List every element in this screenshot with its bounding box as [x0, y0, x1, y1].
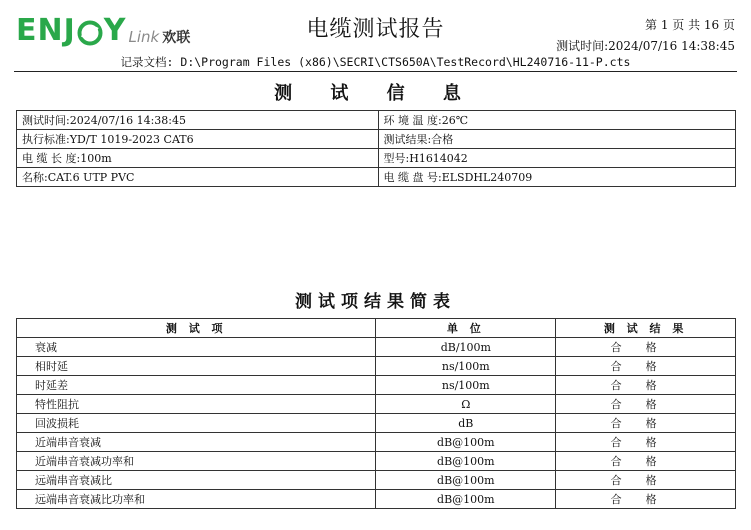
info-row	[17, 130, 736, 149]
test-item-name: 时延差	[17, 376, 376, 395]
page-counter: 第 1 页 共 16 页	[645, 18, 735, 32]
test-item-unit: ns/100m	[376, 357, 556, 376]
summary-row	[17, 471, 736, 490]
test-item-name: 近端串音衰减	[17, 433, 376, 452]
info-cell-left: 电 缆 长 度:100m	[17, 149, 379, 168]
summary-row	[17, 490, 736, 509]
header-test-item: 测 试 项	[17, 319, 376, 338]
logo-text-en-y: Y	[103, 13, 127, 48]
info-cell-right: 测试结果:合格	[378, 130, 735, 149]
test-item-unit: Ω	[376, 395, 556, 414]
info-cell-left: 测试时间:2024/07/16 14:38:45	[17, 111, 379, 130]
logo-text-en: ENJ	[16, 13, 76, 48]
test-item-unit: dB	[376, 414, 556, 433]
test-item-result: 合格	[610, 398, 681, 411]
logo-link-text: Link	[128, 28, 160, 46]
info-cell-right: 环 境 温 度:26℃	[378, 111, 735, 130]
document-title: 电缆测试报告	[306, 17, 445, 42]
record-file-path: 记录文档: D:\Program Files (x86)\SECRI\CTS650A\TestRecord\HL240716-11-P.cts	[120, 55, 631, 69]
test-item-result-cell	[556, 471, 736, 490]
header-result: 测 试 结 果	[556, 319, 736, 338]
info-cell-left: 执行标准:YD/T 1019-2023 CAT6	[17, 130, 379, 149]
header-unit: 单 位	[376, 319, 556, 338]
test-info-title: 测 试 信 息	[274, 83, 477, 104]
test-item-unit: dB@100m	[376, 471, 556, 490]
test-item-result-cell	[556, 395, 736, 414]
test-item-name: 远端串音衰减比功率和	[17, 490, 376, 509]
summary-row	[17, 433, 736, 452]
summary-header-row	[17, 319, 736, 338]
test-item-unit: dB@100m	[376, 433, 556, 452]
summary-row	[17, 357, 736, 376]
test-item-name: 特性阻抗	[17, 395, 376, 414]
test-item-name: 相时延	[17, 357, 376, 376]
test-item-result: 合格	[610, 360, 681, 373]
test-item-result-cell	[556, 414, 736, 433]
test-item-unit: dB@100m	[376, 490, 556, 509]
info-row	[17, 111, 736, 130]
test-item-name: 近端串音衰减功率和	[17, 452, 376, 471]
test-item-result-cell	[556, 376, 736, 395]
test-item-result-cell	[556, 357, 736, 376]
summary-row	[17, 452, 736, 471]
test-item-unit: dB/100m	[376, 338, 556, 357]
test-item-result-cell	[556, 338, 736, 357]
test-item-result-cell	[556, 433, 736, 452]
test-info-table	[16, 110, 736, 187]
test-item-result: 合格	[610, 455, 681, 468]
info-row	[17, 149, 736, 168]
logo-cn-text: 欢联	[162, 30, 191, 46]
info-row	[17, 168, 736, 187]
test-item-result: 合格	[610, 474, 681, 487]
summary-row	[17, 338, 736, 357]
info-cell-right: 型号:H1614042	[378, 149, 735, 168]
test-item-unit: ns/100m	[376, 376, 556, 395]
test-item-result: 合格	[610, 417, 681, 430]
test-item-name: 回波损耗	[17, 414, 376, 433]
test-item-name: 衰减	[17, 338, 376, 357]
summary-table	[16, 318, 736, 509]
test-item-result: 合格	[610, 436, 681, 449]
test-item-name: 远端串音衰减比	[17, 471, 376, 490]
test-item-result: 合格	[610, 379, 681, 392]
test-item-unit: dB@100m	[376, 452, 556, 471]
test-item-result-cell	[556, 490, 736, 509]
summary-row	[17, 376, 736, 395]
info-cell-right: 电 缆 盘 号:ELSDHL240709	[378, 168, 735, 187]
test-item-result: 合格	[610, 341, 681, 354]
summary-title: 测试项结果简表	[295, 292, 456, 312]
info-cell-left: 名称:CAT.6 UTP PVC	[17, 168, 379, 187]
summary-row	[17, 414, 736, 433]
header-divider	[14, 71, 737, 72]
report-timestamp: 测试时间:2024/07/16 14:38:45	[556, 39, 735, 53]
summary-row	[17, 395, 736, 414]
test-item-result-cell	[556, 452, 736, 471]
test-item-result: 合格	[610, 493, 681, 506]
